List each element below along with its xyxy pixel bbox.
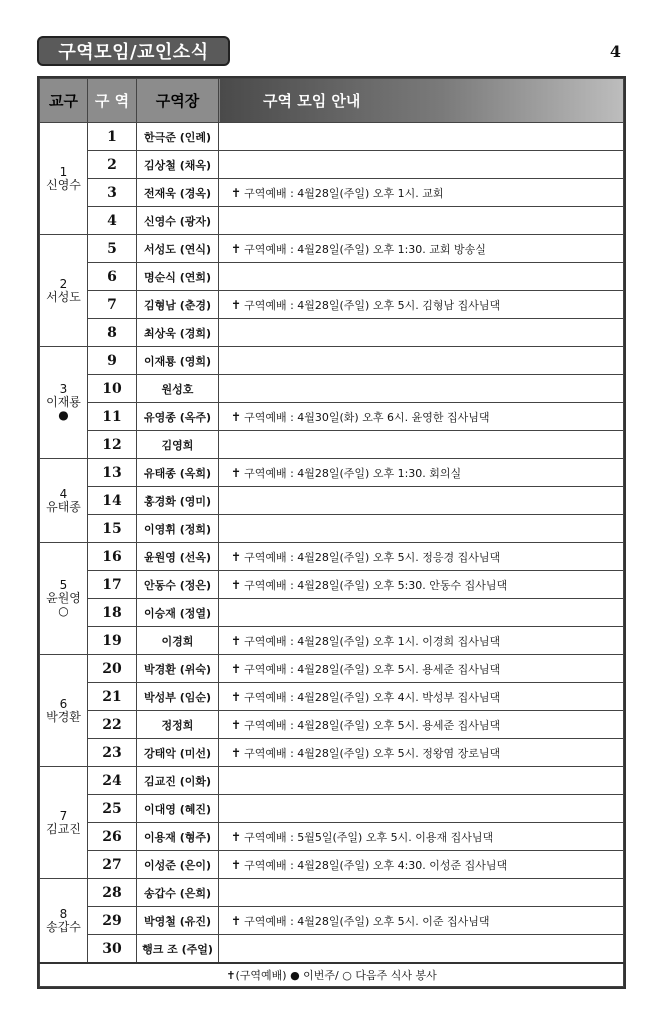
table-row xyxy=(40,375,624,403)
parish-number: 4 xyxy=(59,486,68,501)
district-number: 20 xyxy=(88,655,137,683)
district-leader: 한극준 (인례) xyxy=(137,123,219,151)
meeting-info-cell xyxy=(219,319,624,347)
parish-cell xyxy=(40,123,88,235)
district-number: 29 xyxy=(88,907,137,935)
district-number: 2 xyxy=(88,151,137,179)
district-leader: 이승재 (정열) xyxy=(137,599,219,627)
table-row xyxy=(40,179,624,207)
cross-icon: ✝ xyxy=(231,857,242,872)
meeting-info-cell xyxy=(219,515,624,543)
district-leader: 윤원영 (선옥) xyxy=(137,543,219,571)
table-row xyxy=(40,263,624,291)
parish-leader-name: 윤원영 xyxy=(46,591,81,605)
district-number: 16 xyxy=(88,543,137,571)
district-leader: 김교진 (이화) xyxy=(137,767,219,795)
meeting-info-cell xyxy=(219,403,624,431)
district-number: 17 xyxy=(88,571,137,599)
meeting-info-cell xyxy=(219,291,624,319)
table-row xyxy=(40,123,624,151)
meeting-info-text: 구역예배 : 4월28일(주일) 오후 5시. 김형남 집사님댁 xyxy=(244,298,501,312)
meeting-info-cell xyxy=(219,739,624,767)
parish-cell xyxy=(40,879,88,964)
district-leader: 이영휘 (정희) xyxy=(137,515,219,543)
district-number: 5 xyxy=(88,235,137,263)
district-number: 22 xyxy=(88,711,137,739)
district-number: 15 xyxy=(88,515,137,543)
district-number: 14 xyxy=(88,487,137,515)
district-number: 6 xyxy=(88,263,137,291)
district-number: 24 xyxy=(88,767,137,795)
cross-icon: ✝ xyxy=(231,829,242,844)
meeting-info-cell xyxy=(219,823,624,851)
meeting-info-text: 구역예배 : 4월28일(주일) 오후 5시. 용세준 집사님댁 xyxy=(244,718,501,732)
cross-icon: ✝ xyxy=(231,185,242,200)
meeting-info-cell xyxy=(219,431,624,459)
meeting-info-cell xyxy=(219,375,624,403)
table-row xyxy=(40,487,624,515)
table-header-row xyxy=(40,79,624,123)
table-row xyxy=(40,739,624,767)
district-number: 26 xyxy=(88,823,137,851)
district-leader: 송갑수 (은희) xyxy=(137,879,219,907)
meeting-info-text: 구역예배 : 4월28일(주일) 오후 5시. 이준 집사님댁 xyxy=(244,914,490,928)
table-row xyxy=(40,151,624,179)
district-number: 8 xyxy=(88,319,137,347)
cross-icon: ✝ xyxy=(231,689,242,704)
table-row xyxy=(40,431,624,459)
district-leader: 명순식 (연희) xyxy=(137,263,219,291)
district-leader: 전재욱 (경옥) xyxy=(137,179,219,207)
district-leader: 박성부 (임순) xyxy=(137,683,219,711)
parish-number: 8 xyxy=(59,906,68,921)
header-meeting-info: 구역 모임 안내 xyxy=(219,79,624,123)
district-leader: 박영철 (유진) xyxy=(137,907,219,935)
parish-cell xyxy=(40,235,88,347)
table-row xyxy=(40,235,624,263)
district-leader: 정정희 xyxy=(137,711,219,739)
parish-leader-name: 박경환 xyxy=(46,709,81,724)
district-leader: 이용재 (형주) xyxy=(137,823,219,851)
table-row xyxy=(40,207,624,235)
meeting-info-text: 구역예배 : 4월28일(주일) 오후 1:30. 교회 방송실 xyxy=(244,242,486,256)
district-leader: 박경환 (위숙) xyxy=(137,655,219,683)
header-parish: 교구 xyxy=(40,79,88,123)
meeting-info-cell xyxy=(219,935,624,964)
table-row xyxy=(40,543,624,571)
table-row xyxy=(40,851,624,879)
district-number: 28 xyxy=(88,879,137,907)
cross-icon: ✝ xyxy=(231,717,242,732)
meeting-info-cell xyxy=(219,543,624,571)
parish-number: 1 xyxy=(59,164,68,179)
district-number: 18 xyxy=(88,599,137,627)
meeting-info-cell xyxy=(219,711,624,739)
meeting-info-cell xyxy=(219,599,624,627)
district-number: 9 xyxy=(88,347,137,375)
parish-leader-name: 유태종 xyxy=(46,499,81,514)
parish-leader-name: 신영수 xyxy=(46,177,81,192)
district-number: 27 xyxy=(88,851,137,879)
district-leader: 홍경화 (영미) xyxy=(137,487,219,515)
meeting-info-text: 구역예배 : 4월28일(주일) 오후 5시. 용세준 집사님댁 xyxy=(244,662,501,676)
meeting-info-cell xyxy=(219,571,624,599)
legend-row xyxy=(40,963,624,987)
cross-icon: ✝ xyxy=(231,465,242,480)
district-leader: 이대영 (혜진) xyxy=(137,795,219,823)
meeting-info-text: 구역예배 : 4월28일(주일) 오후 1시. 교회 xyxy=(244,186,444,200)
district-leader: 이재룡 (영희) xyxy=(137,347,219,375)
table-row xyxy=(40,711,624,739)
table-row xyxy=(40,767,624,795)
district-leader: 김형남 (춘경) xyxy=(137,291,219,319)
district-leader: 안동수 (정은) xyxy=(137,571,219,599)
meeting-info-cell xyxy=(219,879,624,907)
header-leader: 구역장 xyxy=(137,79,219,123)
table-row xyxy=(40,347,624,375)
district-number: 21 xyxy=(88,683,137,711)
cross-icon: ✝ xyxy=(231,913,242,928)
district-number: 3 xyxy=(88,179,137,207)
district-number: 13 xyxy=(88,459,137,487)
meal-service-marker: ○ xyxy=(58,604,69,618)
district-leader: 서성도 (연식) xyxy=(137,235,219,263)
meeting-info-cell xyxy=(219,151,624,179)
table-row xyxy=(40,571,624,599)
cross-icon: ✝ xyxy=(231,241,242,256)
parish-number: 7 xyxy=(59,808,68,823)
table-row xyxy=(40,823,624,851)
district-leader: 김영희 xyxy=(137,431,219,459)
district-number: 19 xyxy=(88,627,137,655)
district-leader: 행크 조 (주얼) xyxy=(137,935,219,964)
table-row xyxy=(40,627,624,655)
district-leader: 강태악 (미선) xyxy=(137,739,219,767)
parish-cell xyxy=(40,655,88,767)
meeting-info-cell xyxy=(219,207,624,235)
meeting-info-cell xyxy=(219,683,624,711)
district-leader: 신영수 (광자) xyxy=(137,207,219,235)
table-row xyxy=(40,795,624,823)
meeting-info-text: 구역예배 : 4월28일(주일) 오후 4시. 박성부 집사님댁 xyxy=(244,690,501,704)
table-row xyxy=(40,879,624,907)
meeting-info-text: 구역예배 : 4월28일(주일) 오후 1:30. 회의실 xyxy=(244,466,462,480)
section-title: 구역모임/교인소식 xyxy=(37,36,230,66)
parish-number: 6 xyxy=(59,696,68,711)
meeting-info-cell xyxy=(219,655,624,683)
parish-leader-name: 송갑수 xyxy=(46,919,81,934)
meeting-info-text: 구역예배 : 4월28일(주일) 오후 5시. 정응경 집사님댁 xyxy=(244,550,501,564)
meeting-info-text: 구역예배 : 4월28일(주일) 오후 4:30. 이성준 집사님댁 xyxy=(244,858,508,872)
parish-number: 5 xyxy=(59,578,68,592)
meeting-info-cell xyxy=(219,627,624,655)
district-leader: 유영종 (옥주) xyxy=(137,403,219,431)
district-leader: 최상욱 (경희) xyxy=(137,319,219,347)
cross-icon: ✝ xyxy=(231,745,242,760)
table-row xyxy=(40,599,624,627)
cross-icon: ✝ xyxy=(231,577,242,592)
parish-cell xyxy=(40,459,88,543)
table-row xyxy=(40,291,624,319)
parish-cell xyxy=(40,767,88,879)
meeting-info-cell xyxy=(219,123,624,151)
table-row xyxy=(40,515,624,543)
cross-icon: ✝ xyxy=(231,661,242,676)
parish-number: 2 xyxy=(59,276,68,291)
district-number: 11 xyxy=(88,403,137,431)
meeting-info-cell xyxy=(219,263,624,291)
cross-icon: ✝ xyxy=(231,549,242,564)
cross-icon: ✝ xyxy=(231,297,242,312)
table-row xyxy=(40,935,624,964)
meeting-info-cell xyxy=(219,851,624,879)
meeting-info-cell xyxy=(219,347,624,375)
meeting-info-text: 구역예배 : 4월28일(주일) 오후 5시. 정왕염 장로님댁 xyxy=(244,746,501,760)
table-row xyxy=(40,319,624,347)
header-district: 구 역 xyxy=(88,79,137,123)
meeting-info-cell xyxy=(219,179,624,207)
district-number: 25 xyxy=(88,795,137,823)
district-leader: 원성호 xyxy=(137,375,219,403)
table-row xyxy=(40,655,624,683)
district-table-frame xyxy=(37,76,626,989)
meeting-info-cell xyxy=(219,907,624,935)
district-number: 23 xyxy=(88,739,137,767)
table-row xyxy=(40,683,624,711)
meeting-info-cell xyxy=(219,487,624,515)
meeting-info-cell xyxy=(219,795,624,823)
meal-service-marker: ● xyxy=(58,408,69,422)
meeting-info-text: 구역예배 : 5월5일(주일) 오후 5시. 이용재 집사님댁 xyxy=(244,830,494,844)
meeting-info-cell xyxy=(219,235,624,263)
parish-leader-name: 김교진 xyxy=(46,821,81,836)
district-number: 12 xyxy=(88,431,137,459)
parish-number: 3 xyxy=(59,382,68,396)
meeting-info-text: 구역예배 : 4월30일(화) 오후 6시. 윤영한 집사님댁 xyxy=(244,410,490,424)
district-leader: 이성준 (은이) xyxy=(137,851,219,879)
table-row xyxy=(40,907,624,935)
cross-icon: ✝ xyxy=(231,409,242,424)
meeting-info-text: 구역예배 : 4월28일(주일) 오후 5:30. 안동수 집사님댁 xyxy=(244,578,508,592)
district-number: 10 xyxy=(88,375,137,403)
table-row xyxy=(40,403,624,431)
meeting-info-cell xyxy=(219,459,624,487)
meeting-info-text: 구역예배 : 4월28일(주일) 오후 1시. 이경희 집사님댁 xyxy=(244,634,501,648)
district-number: 7 xyxy=(88,291,137,319)
parish-cell xyxy=(40,347,88,459)
parish-leader-name: 이재룡 xyxy=(46,395,81,409)
legend: ✝(구역예배) ● 이번주/ ○ 다음주 식사 봉사 xyxy=(40,963,624,987)
page-number: 4 xyxy=(609,42,621,61)
district-number: 1 xyxy=(88,123,137,151)
district-leader: 유태종 (옥희) xyxy=(137,459,219,487)
district-number: 30 xyxy=(88,935,137,964)
district-meeting-table xyxy=(39,78,624,987)
meeting-info-cell xyxy=(219,767,624,795)
table-body xyxy=(40,123,624,964)
cross-icon: ✝ xyxy=(231,633,242,648)
parish-leader-name: 서성도 xyxy=(46,289,81,304)
district-leader: 이경희 xyxy=(137,627,219,655)
district-leader: 김상철 (채옥) xyxy=(137,151,219,179)
table-row xyxy=(40,459,624,487)
district-number: 4 xyxy=(88,207,137,235)
parish-cell xyxy=(40,543,88,655)
